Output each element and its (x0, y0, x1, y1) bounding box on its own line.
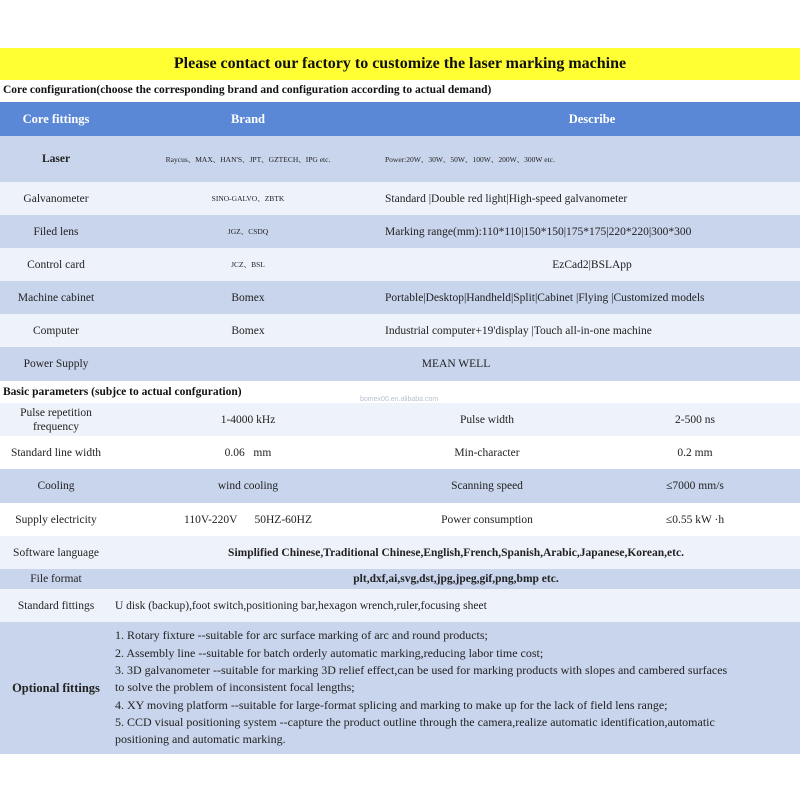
banner: Please contact our factory to customize the laser marking machine (0, 48, 800, 80)
table-row (0, 281, 800, 314)
list-item: to solve the problem of inconsistent focal lengths; (115, 680, 355, 695)
core-item: Laser (41, 153, 71, 165)
core-brand: Bomex (231, 324, 265, 337)
header-core-fittings: Core fittings (22, 111, 90, 126)
optional-fittings-list (112, 622, 800, 754)
table-row (0, 569, 800, 589)
software-label: Software language (13, 546, 99, 559)
core-item: Galvanometer (23, 192, 89, 205)
table-row (0, 469, 800, 503)
table-row (0, 215, 800, 248)
param-label: Min-character (454, 446, 520, 459)
list-item: 2. Assembly line --suitable for batch orderly automatic marking,reducing labor time cost; (115, 645, 544, 660)
table-row (0, 536, 800, 569)
core-item: Power Supply (23, 358, 89, 370)
table-row (0, 136, 800, 182)
core-brand: MEAN WELL (421, 358, 491, 370)
core-describe: Standard |Double red light|High-speed galvanometer (385, 192, 628, 205)
core-item: Control card (27, 258, 85, 271)
table-row (0, 622, 800, 754)
param-label: Pulse repetition frequency (20, 406, 92, 433)
param-value: 110V-220V 50HZ-60HZ (184, 513, 312, 526)
standard-fittings-value: U disk (backup),foot switch,positioning bar,hexagon wrench,ruler,focusing sheet (115, 599, 487, 612)
core-header-row (0, 102, 800, 136)
list-item: positioning and automatic marking. (115, 732, 286, 747)
list-item: 3. 3D galvanometer --suitable for marking 3D relief effect,can be used for marking products with slopes and cambered surfaces (115, 663, 728, 678)
param-value: 2-500 ns (675, 413, 715, 426)
header-describe: Describe (568, 111, 616, 126)
param-label: Scanning speed (451, 480, 523, 492)
param-value: ≤7000 mm/s (666, 480, 724, 492)
core-item: Filed lens (33, 225, 79, 238)
core-brand: Bomex (231, 291, 265, 304)
core-section-title: Core configuration(choose the corresponding brand and configuration according to actual demand) (3, 84, 492, 96)
core-describe: Marking range(mm):110*110|150*150|175*175|220*220|300*300 (385, 225, 692, 238)
standard-fittings-label: Standard fittings (17, 599, 95, 612)
param-label: Supply electricity (15, 513, 97, 526)
table-row (0, 248, 800, 281)
table-row (0, 347, 800, 381)
table-row (0, 182, 800, 215)
table-row (0, 589, 800, 622)
file-format-value: plt,dxf,ai,svg,dst,jpg,jpeg,gif,png,bmp etc. (353, 573, 559, 585)
core-brand: JCZ、BSL (231, 260, 265, 269)
table-row (0, 503, 800, 536)
file-format-label: File format (30, 573, 82, 585)
table-row (0, 314, 800, 347)
param-value: 0.06 mm (224, 446, 272, 459)
core-item: Computer (33, 324, 79, 337)
core-describe: Portable|Desktop|Handheld|Split|Cabinet |Flying |Customized models (385, 291, 705, 304)
basic-section-title: Basic parameters (subjce to actual confguration) (3, 386, 242, 398)
param-label: Cooling (37, 480, 75, 492)
core-describe: EzCad2|BSLApp (552, 258, 632, 271)
param-value: ≤0.55 kW ·h (665, 513, 725, 526)
param-value: 1-4000 kHz (220, 413, 276, 426)
table-row (0, 436, 800, 469)
core-describe: Industrial computer+19'display |Touch all-in-one machine (385, 324, 652, 337)
software-value: Simplified Chinese,Traditional Chinese,English,French,Spanish,Arabic,Japanese,Korean,etc. (228, 546, 684, 559)
list-item: 4. XY moving platform --suitable for large-format splicing and marking to make up for the lack of field lens range; (115, 697, 668, 712)
header-brand: Brand (230, 111, 266, 126)
param-value: wind cooling (217, 480, 279, 492)
core-brand: SINO-GALVO、ZBTK (211, 194, 285, 203)
core-describe: Power:20W、30W、50W、100W、200W、300W etc. (385, 154, 555, 164)
param-label: Standard line width (10, 446, 102, 459)
param-label: Pulse width (460, 413, 514, 426)
list-item: 5. CCD visual positioning system --capture the product outline through the camera,realize automatic identification,automatic (115, 714, 715, 729)
core-brand: JGZ、CSDQ (227, 227, 269, 236)
list-item: 1. Rotary fixture --suitable for arc surface marking of arc and round products; (115, 628, 488, 643)
core-brand: Raycus、MAX、HAN'S、JPT、GZTECH、IPG etc. (165, 154, 331, 164)
param-value: 0.2 mm (677, 446, 713, 459)
core-item: Machine cabinet (17, 291, 95, 304)
param-label: Power consumption (441, 513, 533, 526)
optional-fittings-label: Optional fittings (12, 680, 100, 695)
table-row (0, 403, 800, 436)
watermark: bomex00.en.alibaba.com (360, 396, 439, 403)
